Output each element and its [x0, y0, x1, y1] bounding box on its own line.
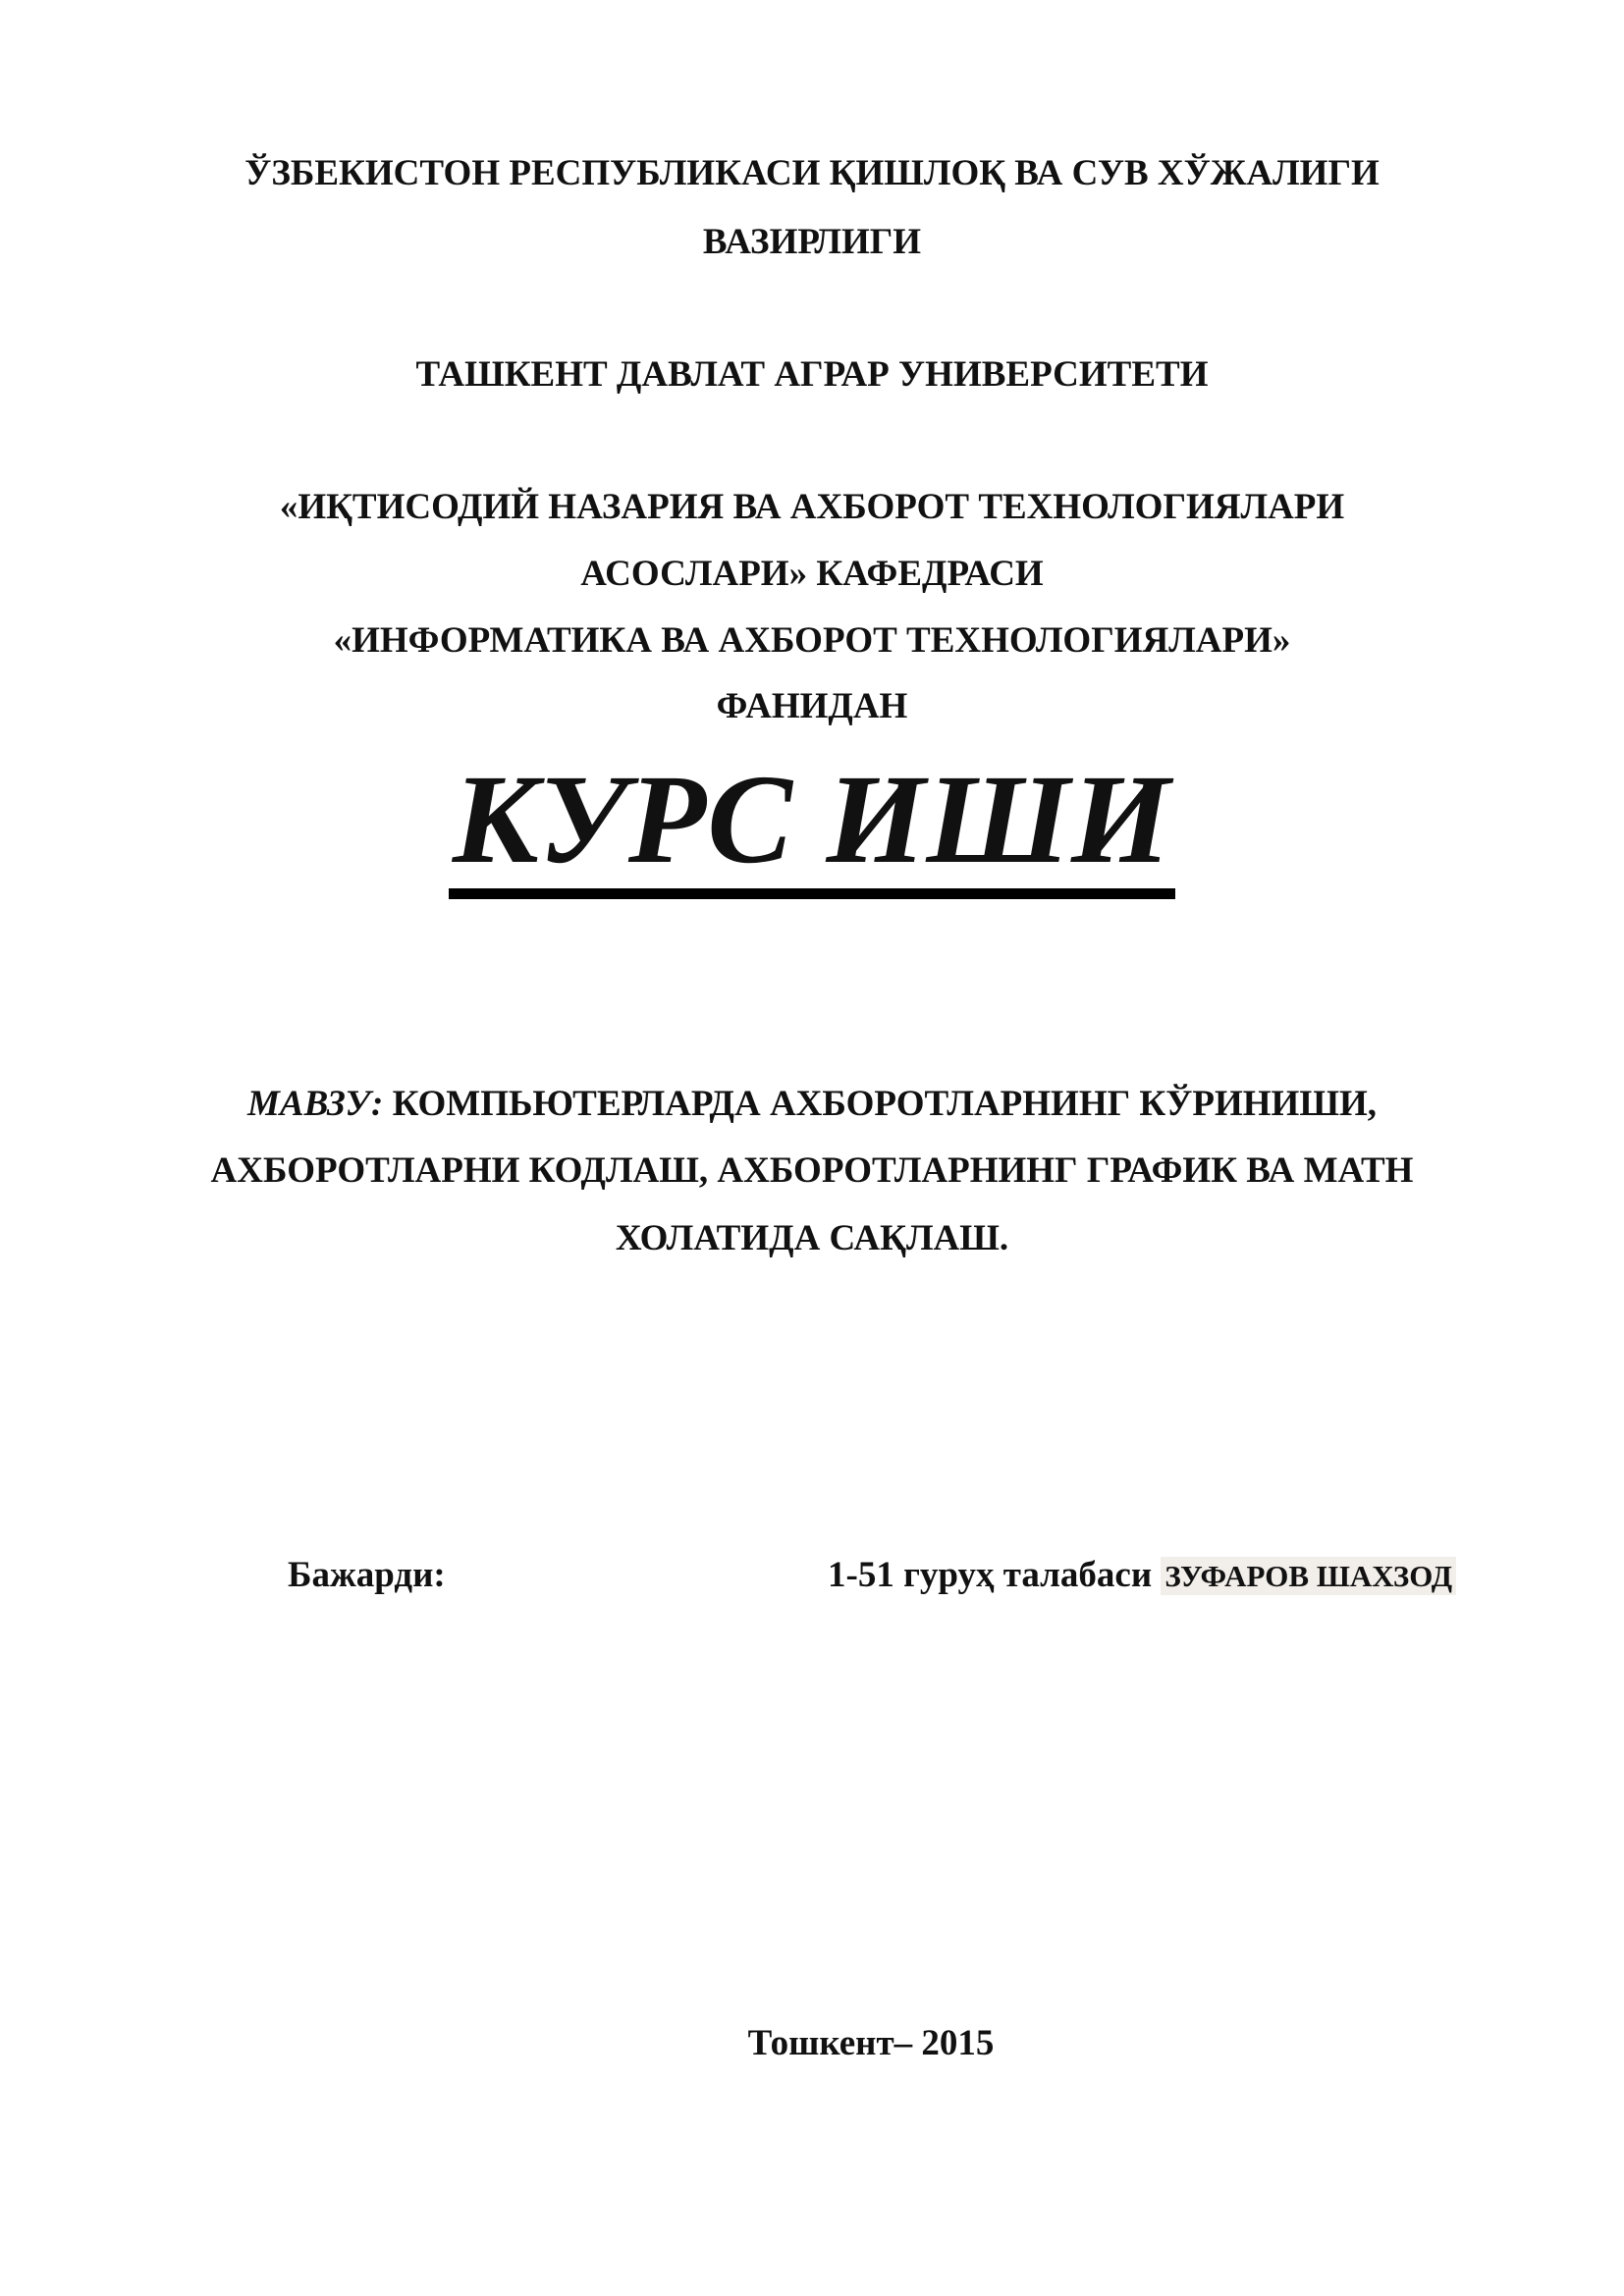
- department-line-1: «ИҚТИСОДИЙ НАЗАРИЯ ВА АХБОРОТ ТЕХНОЛОГИЯЛАРИ: [279, 487, 1345, 527]
- executor-label: Бажарди:: [288, 1555, 446, 1595]
- main-title-block: [0, 751, 1624, 899]
- subject-line-1: «ИНФОРМАТИКА ВА АХБОРОТ ТЕХНОЛОГИЯЛАРИ»: [333, 620, 1291, 661]
- main-title: КУРС ИШИ: [449, 751, 1175, 899]
- topic-line-1: [0, 1083, 1624, 1126]
- executor-info: [828, 1554, 1456, 1598]
- university-name: ТАШКЕНТ ДАВЛАТ АГРАР УНИВЕРСИТЕТИ: [415, 354, 1209, 395]
- topic-line-2: АХБОРОТЛАРНИ КОДЛАШ, АХБОРОТЛАРНИНГ ГРАФИК ВА МАТН: [210, 1150, 1414, 1191]
- student-name: ЗУФАРОВ ШАХЗОД: [1161, 1557, 1456, 1595]
- topic-line-3: ХОЛАТИДА САҚЛАШ.: [615, 1218, 1009, 1258]
- subject-line-2: ФАНИДАН: [716, 686, 908, 726]
- ministry-line-1: ЎЗБЕКИСТОН РЕСПУБЛИКАСИ ҚИШЛОҚ ВА СУВ ХЎЖАЛИГИ: [244, 153, 1380, 193]
- department-line-2: АСОСЛАРИ» КАФЕДРАСИ: [580, 554, 1044, 594]
- topic-text-1: КОМПЬЮТЕРЛАРДА АХБОРОТЛАРНИНГ КЎРИНИШИ,: [392, 1084, 1377, 1124]
- ministry-line-2: ВАЗИРЛИГИ: [702, 222, 922, 262]
- city-year: Тошкент– 2015: [747, 2023, 995, 2063]
- topic-label: МАВЗУ:: [247, 1084, 384, 1124]
- student-group: 1-51 гуруҳ талабаси: [828, 1555, 1153, 1595]
